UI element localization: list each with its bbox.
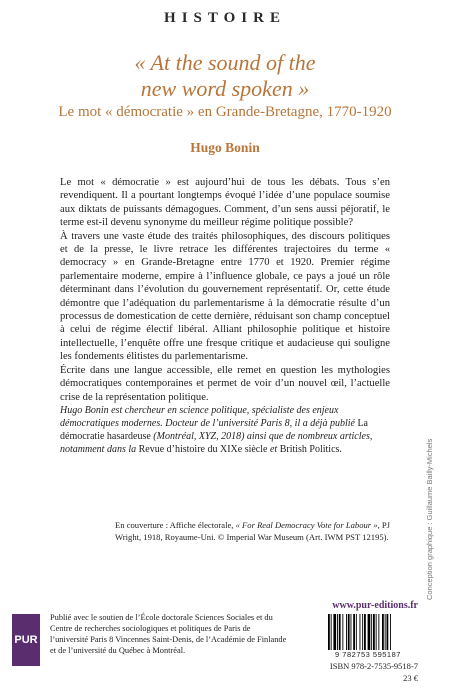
book-title-line-1: « At the sound of the [134, 50, 316, 75]
barcode [326, 614, 416, 650]
barcode-number: 9 782753 595187 [335, 650, 401, 659]
cover-credit [115, 520, 395, 543]
bio-journal-2: British Politics [279, 444, 340, 455]
blurb-paragraph-2: À travers une vaste étude des traités philosophiques, des discours politiques et de la presse, le livre retrace les différentes trajectoires du terme « democracy » en Grande-Bretagne entre 1770 et 1920. Premier régime parlementaire moderne, empire à l’influence globale, ce pays a joué un rôle déterminant dans l’évolution du gouvernement représentatif. Or, cette étude démontre que l’adéquation du parlementarisme à la démocratie résulte d’un processus de domestication de cette dernière, réduisant son champ conceptuel à celui de régime électif libéral. Alliant philosophie politique et histoire intellectuelle, l’enquête offre une fresque critique et audacieuse qui souligne les fondements élitistes du parlementarisme. [60, 230, 390, 363]
publisher-website[interactable]: www.pur-editions.fr [332, 600, 418, 611]
blurb-paragraph-1: Le mot « démocratie » est aujourd’hui de tous les débats. Tous s’en revendiquent. Il a pourtant longtemps évoqué l’idée d’une populace soumise aux diktats de puissants démagogues. Comment, d’un sens aussi péjoratif, le terme est-il devenu synonyme du meilleur régime politique possible? [60, 177, 390, 229]
series-heading: HISTOIRE [164, 10, 286, 26]
book-subtitle: Le mot « démocratie » en Grande-Bretagne, 1770-1920 [58, 104, 392, 120]
isbn: ISBN 978-2-7535-9518-7 [329, 661, 418, 671]
design-credit: Conception graphique : Guillaume Bailly-Michels [425, 438, 434, 600]
bio-text-2: (Montréal, XYZ, 2018) ainsi que de nombreux articles, notamment dans la [60, 431, 373, 455]
bio-text-3: et [267, 444, 280, 455]
price: 23 € [403, 673, 418, 683]
bio-text-1: est chercheur en science politique, spécialiste des enjeux démocratiques modernes. Docteur de l’université Paris 8, il a déjà publié [60, 405, 358, 429]
bio-text-4: . [339, 444, 342, 455]
book-title-line-2: new word spoken » [140, 76, 310, 101]
bio-book: La démocratie hasardeuse [60, 418, 368, 442]
book-title [0, 50, 450, 102]
bio-name: Hugo Bonin [60, 405, 109, 416]
blurb-paragraph-3: Écrite dans une langue accessible, elle remet en question les mythologies démocratiques contemporaines et permet de voir d’un nouvel œil, l’actuelle crise de la représentation politique. [60, 364, 390, 403]
cover-poster-title: « For Real Democracy Vote for Labour » [235, 520, 378, 530]
cover-credit-prefix: En couverture : Affiche électorale, [115, 520, 236, 530]
cover-credit-rest: , PJ Wright, 1918, Royaume-Uni. © Imperial War Museum (Art. IWM PST 12195). [115, 520, 391, 542]
support-statement: Publié avec le soutien de l’École doctorale Sciences Sociales et du Centre de recherches sociologiques et politiques de Paris de l’université Paris 8 Vincennes Saint-Denis, de l’Académie de Finlande et de l’université du Québec à Montréal. [50, 613, 287, 655]
blurb [60, 176, 390, 404]
author-bio [60, 404, 390, 456]
bio-journal-1: Revue d’histoire du XIXe siècle [138, 444, 268, 455]
author-name: Hugo Bonin [190, 140, 260, 155]
publisher-logo: PUR [12, 614, 40, 666]
